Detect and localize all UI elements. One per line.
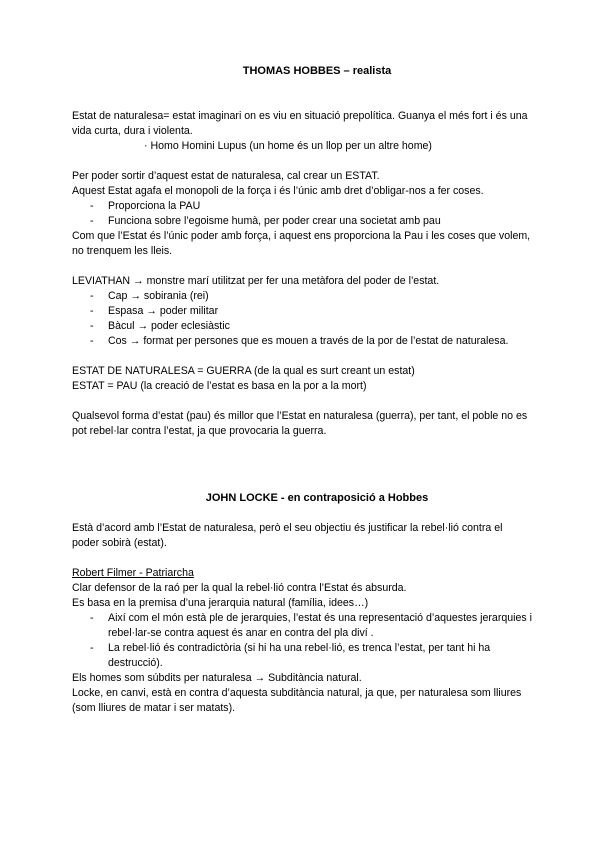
hobbes-equation-war: ESTAT DE NATURALESA = GUERRA (de la qual es surt creant un estat) [72, 365, 415, 377]
locke-paragraph-freedom: Locke, en canvi, està en contra d’aquesta subditància natural, ja que, per naturalesa som lliures (som lliures de matar i ser matats). [72, 687, 522, 714]
hobbes-paragraph-leviathan: LEVIATHAN → monstre marí utilitzat per fer una metàfora del poder de l’estat. [72, 275, 440, 287]
locke-paragraph-intro: Està d’acord amb l’Estat de naturalesa, però el seu objectiu és justificar la rebel·lió contra el poder sobirà (estat). [72, 522, 503, 549]
locke-filmer-list [72, 611, 532, 671]
hobbes-paragraph-state-of-nature: Estat de naturalesa= estat imaginari on es viu en situació prepolítica. Guanya el més fort i és una vida curta, dura i violenta. [72, 110, 528, 137]
locke-title: JOHN LOCKE - en contraposició a Hobbes [205, 492, 429, 504]
list-item: - Espasa → poder militar [72, 304, 532, 319]
hobbes-paragraph-monopoly: Aquest Estat agafa el monopoli de la força i és l’únic amb dret d’obligar-nos a fer coses. [72, 185, 484, 197]
hobbes-paragraph-conclusion: Qualsevol forma d’estat (pau) és millor que l’Estat en naturalesa (guerra), per tant, el poble no es pot rebel·lar contra l’estat, ja que provocaria la guerra. [72, 410, 528, 437]
list-item: - Proporciona la PAU [72, 199, 532, 214]
list-item: - Bàcul → poder eclesiàstic [72, 319, 532, 334]
list-item: - Cap → sobirania (rei) [72, 289, 532, 304]
hobbes-leviathan-list [72, 289, 532, 349]
hobbes-paragraph-create-state: Per poder sortir d’aquest estat de naturalesa, cal crear un ESTAT. [72, 170, 380, 182]
list-item: - Cos → format per persones que es mouen a través de la por de l’estat de naturalesa. [72, 334, 532, 349]
hobbes-state-list [72, 199, 532, 229]
locke-subheading-filmer: Robert Filmer - Patriarcha [72, 567, 194, 579]
list-item: - Funciona sobre l’egoisme humà, per poder crear una societat amb pau [72, 214, 532, 229]
locke-paragraph-filmer-defender: Clar defensor de la raó per la qual la rebel·lió contra l’Estat és absurda. [72, 582, 407, 594]
locke-paragraph-subjects: Els homes som súbdits per naturalesa → Subditància natural. [72, 672, 362, 684]
list-item: - Així com el món està ple de jerarquies, l’estat és una representació d’aquestes jerarquies i rebel·lar-se contra aquest és anar en contra del pla diví . [72, 611, 532, 641]
hobbes-title: THOMAS HOBBES – realista [242, 65, 392, 77]
document-content [72, 64, 532, 716]
locke-paragraph-filmer-premise: Es basa en la premisa d’una jerarquia natural (família, idees…) [72, 597, 369, 609]
hobbes-paragraph-laws: Com que l’Estat és l’únic poder amb força, i aquest ens proporciona la Pau i les coses que volem, no trenquem les lleis. [72, 230, 531, 257]
hobbes-equation-peace: ESTAT = PAU (la creació de l’estat es basa en la por a la mort) [72, 380, 367, 392]
hobbes-homo-homini-lupus: · Homo Homini Lupus (un home és un llop per un altre home) [144, 140, 432, 152]
list-item: - La rebel·lió és contradictòria (si hi ha una rebel·lió, es trenca l’estat, per tant hi ha destrucció). [72, 641, 532, 671]
